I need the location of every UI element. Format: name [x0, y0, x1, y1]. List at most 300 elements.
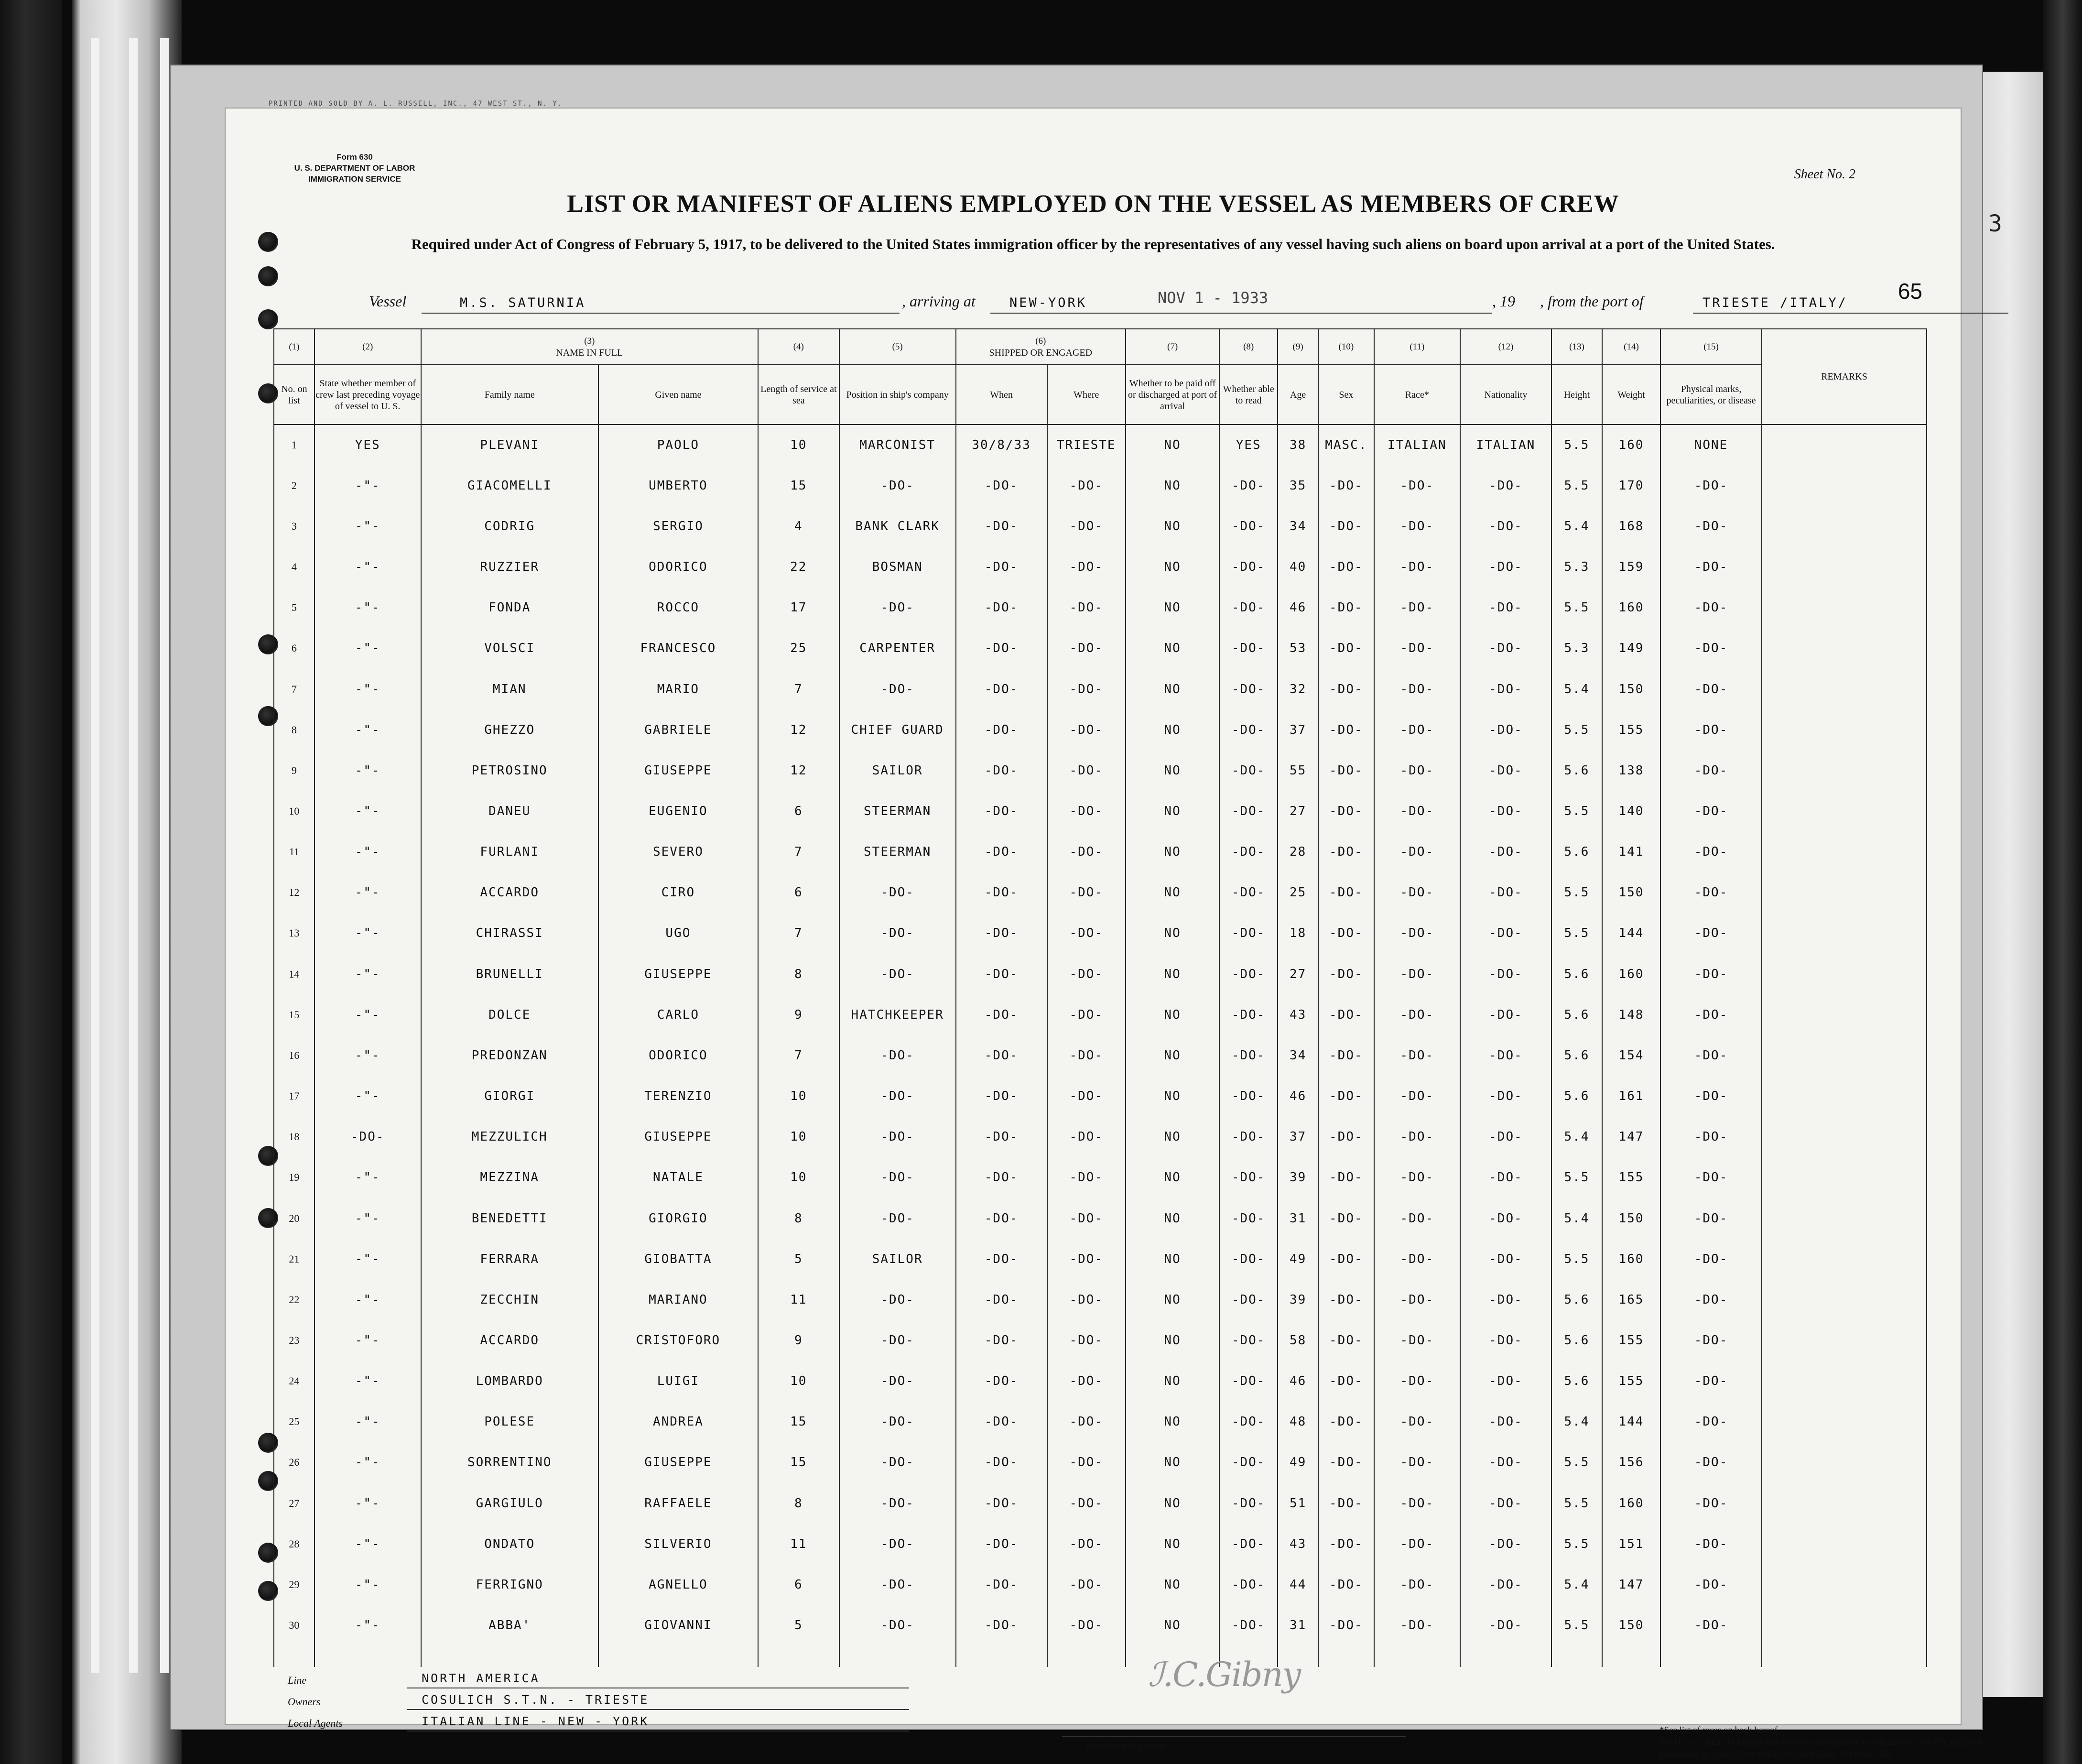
- paid-off-cell: NO: [1126, 709, 1219, 750]
- physical-marks-cell: -DO-: [1660, 1320, 1762, 1361]
- able-to-read-cell: -DO-: [1219, 1402, 1278, 1442]
- previous-voyage-cell: -"-: [314, 1564, 421, 1605]
- row-number-cell: 13: [274, 913, 314, 954]
- shipped-when-cell: -DO-: [956, 1117, 1047, 1157]
- where-header: Where: [1047, 365, 1126, 425]
- paid-off-cell: NO: [1126, 588, 1219, 628]
- sex-cell: -DO-: [1318, 1361, 1374, 1402]
- table-row: [274, 506, 1927, 546]
- sex-cell: -DO-: [1318, 1605, 1374, 1646]
- previous-voyage-cell: -"-: [314, 1483, 421, 1524]
- from-port-label: , from the port of: [1540, 293, 1644, 310]
- age-cell: 43: [1278, 994, 1318, 1035]
- family-name-cell: ACCARDO: [421, 1320, 598, 1361]
- position-header: Position in ship's company: [839, 365, 956, 425]
- table-row: [274, 709, 1927, 750]
- shipped-where-cell: -DO-: [1047, 465, 1126, 506]
- remarks-cell: [1762, 832, 1927, 872]
- race-cell: -DO-: [1374, 1402, 1460, 1442]
- height-cell: 5.5: [1551, 425, 1602, 465]
- table-row: [274, 791, 1927, 831]
- physical-marks-cell: -DO-: [1660, 709, 1762, 750]
- row-number-cell: 24: [274, 1361, 314, 1402]
- able-to-read-cell: -DO-: [1219, 750, 1278, 791]
- shipped-where-cell: -DO-: [1047, 628, 1126, 669]
- remarks-cell: [1762, 1361, 1927, 1402]
- given-name-cell: MARIANO: [598, 1279, 758, 1320]
- physical-marks-cell: -DO-: [1660, 1076, 1762, 1117]
- previous-voyage-cell: -"-: [314, 546, 421, 587]
- nationality-cell: -DO-: [1460, 669, 1551, 709]
- table-bottom-spacer: [274, 1646, 1927, 1667]
- paid-off-cell: NO: [1126, 1402, 1219, 1442]
- given-name-cell: GIOBATTA: [598, 1239, 758, 1279]
- family-name-cell: FONDA: [421, 588, 598, 628]
- row-number-cell: 30: [274, 1605, 314, 1646]
- age-cell: 43: [1278, 1524, 1318, 1564]
- table-row: [274, 546, 1927, 587]
- physical-marks-cell: -DO-: [1660, 1279, 1762, 1320]
- height-cell: 5.5: [1551, 913, 1602, 954]
- position-cell: -DO-: [839, 954, 956, 994]
- position-cell: -DO-: [839, 1402, 956, 1442]
- position-cell: SAILOR: [839, 750, 956, 791]
- position-cell: -DO-: [839, 1279, 956, 1320]
- nationality-cell: -DO-: [1460, 506, 1551, 546]
- service-length-cell: 15: [758, 465, 839, 506]
- family-name-header: Family name: [421, 365, 598, 425]
- weight-cell: 148: [1602, 994, 1660, 1035]
- previous-voyage-cell: -"-: [314, 1279, 421, 1320]
- previous-voyage-cell: -"-: [314, 1442, 421, 1483]
- paid-off-cell: NO: [1126, 546, 1219, 587]
- position-cell: HATCHKEEPER: [839, 994, 956, 1035]
- nationality-cell: -DO-: [1460, 1157, 1551, 1198]
- manifest-footer: [273, 1655, 1984, 1759]
- height-cell: 5.5: [1551, 1442, 1602, 1483]
- nationality-cell: -DO-: [1460, 913, 1551, 954]
- service-length-cell: 7: [758, 1035, 839, 1076]
- sex-cell: -DO-: [1318, 1564, 1374, 1605]
- previous-voyage-cell: -"-: [314, 1524, 421, 1564]
- given-name-cell: GIUSEPPE: [598, 750, 758, 791]
- race-cell: -DO-: [1374, 872, 1460, 913]
- previous-voyage-cell: -"-: [314, 709, 421, 750]
- family-name-cell: ONDATO: [421, 1524, 598, 1564]
- weight-cell: 161: [1602, 1076, 1660, 1117]
- age-cell: 48: [1278, 1402, 1318, 1442]
- table-row: [274, 913, 1927, 954]
- row-number-cell: 17: [274, 1076, 314, 1117]
- given-name-cell: ODORICO: [598, 1035, 758, 1076]
- col-10-header: (10): [1318, 329, 1374, 365]
- position-cell: -DO-: [839, 1035, 956, 1076]
- able-to-read-cell: -DO-: [1219, 913, 1278, 954]
- service-length-cell: 6: [758, 791, 839, 831]
- punch-hole: [258, 266, 278, 286]
- shipped-when-cell: -DO-: [956, 1402, 1047, 1442]
- able-to-read-cell: -DO-: [1219, 954, 1278, 994]
- remarks-cell: [1762, 1402, 1927, 1442]
- height-cell: 5.4: [1551, 506, 1602, 546]
- sex-cell: MASC.: [1318, 425, 1374, 465]
- age-cell: 35: [1278, 465, 1318, 506]
- service-length-cell: 10: [758, 1157, 839, 1198]
- age-cell: 18: [1278, 913, 1318, 954]
- position-cell: BOSMAN: [839, 546, 956, 587]
- race-cell: -DO-: [1374, 832, 1460, 872]
- row-number-cell: 26: [274, 1442, 314, 1483]
- given-name-cell: GIORGIO: [598, 1198, 758, 1239]
- sex-cell: -DO-: [1318, 954, 1374, 994]
- service-length-cell: 15: [758, 1442, 839, 1483]
- race-cell: -DO-: [1374, 1605, 1460, 1646]
- col-12-header: (12): [1460, 329, 1551, 365]
- position-cell: -DO-: [839, 669, 956, 709]
- position-cell: -DO-: [839, 1076, 956, 1117]
- previous-voyage-cell: -"-: [314, 954, 421, 994]
- given-name-cell: TERENZIO: [598, 1076, 758, 1117]
- able-to-read-cell: -DO-: [1219, 791, 1278, 831]
- position-cell: -DO-: [839, 1483, 956, 1524]
- able-to-read-cell: -DO-: [1219, 1361, 1278, 1402]
- nationality-cell: -DO-: [1460, 1117, 1551, 1157]
- row-number-cell: 3: [274, 506, 314, 546]
- col-4-header: (4): [758, 329, 839, 365]
- paid-off-cell: NO: [1126, 1157, 1219, 1198]
- remarks-cell: [1762, 913, 1927, 954]
- paid-off-cell: NO: [1126, 1524, 1219, 1564]
- able-to-read-cell: -DO-: [1219, 832, 1278, 872]
- height-cell: 5.6: [1551, 750, 1602, 791]
- height-cell: 5.5: [1551, 1157, 1602, 1198]
- given-name-cell: UGO: [598, 913, 758, 954]
- vessel-label: Vessel: [369, 293, 407, 310]
- remarks-cell: [1762, 465, 1927, 506]
- paid-off-cell: NO: [1126, 1035, 1219, 1076]
- shipped-where-cell: -DO-: [1047, 1239, 1126, 1279]
- height-cell: 5.5: [1551, 1605, 1602, 1646]
- physical-marks-cell: -DO-: [1660, 1157, 1762, 1198]
- previous-voyage-cell: -"-: [314, 1157, 421, 1198]
- row-number-cell: 21: [274, 1239, 314, 1279]
- age-cell: 38: [1278, 425, 1318, 465]
- age-cell: 49: [1278, 1239, 1318, 1279]
- sex-cell: -DO-: [1318, 1117, 1374, 1157]
- local-agents-value: ITALIAN LINE - NEW - YORK: [422, 1714, 650, 1728]
- shipped-when-cell: -DO-: [956, 1198, 1047, 1239]
- punch-hole: [258, 232, 278, 252]
- able-to-read-cell: -DO-: [1219, 1239, 1278, 1279]
- crew-manifest-table: [273, 328, 1927, 1667]
- table-row: [274, 1402, 1927, 1442]
- sex-cell: -DO-: [1318, 709, 1374, 750]
- col-9-header: (9): [1278, 329, 1318, 365]
- shipped-where-cell: -DO-: [1047, 1442, 1126, 1483]
- shipped-where-cell: -DO-: [1047, 1117, 1126, 1157]
- able-to-read-cell: -DO-: [1219, 546, 1278, 587]
- previous-voyage-cell: -"-: [314, 1198, 421, 1239]
- given-name-header: Given name: [598, 365, 758, 425]
- weight-cell: 160: [1602, 954, 1660, 994]
- service-length-cell: 5: [758, 1605, 839, 1646]
- table-row: [274, 669, 1927, 709]
- position-cell: -DO-: [839, 872, 956, 913]
- able-to-read-cell: -DO-: [1219, 1320, 1278, 1361]
- service-length-cell: 12: [758, 750, 839, 791]
- row-number-cell: 10: [274, 791, 314, 831]
- weight-cell: 147: [1602, 1564, 1660, 1605]
- remarks-cell: [1762, 1605, 1927, 1646]
- height-cell: 5.5: [1551, 1483, 1602, 1524]
- given-name-cell: GIUSEPPE: [598, 954, 758, 994]
- previous-voyage-cell: -"-: [314, 588, 421, 628]
- position-cell: BANK CLARK: [839, 506, 956, 546]
- race-cell: -DO-: [1374, 1361, 1460, 1402]
- given-name-cell: MARIO: [598, 669, 758, 709]
- physical-marks-cell: -DO-: [1660, 791, 1762, 831]
- shipped-where-cell: -DO-: [1047, 791, 1126, 831]
- paid-off-cell: NO: [1126, 1605, 1219, 1646]
- previous-voyage-cell: -"-: [314, 465, 421, 506]
- col-13-header: (13): [1551, 329, 1602, 365]
- service-length-cell: 10: [758, 425, 839, 465]
- weight-cell: 150: [1602, 872, 1660, 913]
- service-length-cell: 7: [758, 832, 839, 872]
- sex-cell: -DO-: [1318, 506, 1374, 546]
- weight-cell: 165: [1602, 1279, 1660, 1320]
- table-row: [274, 1076, 1927, 1117]
- weight-cell: 144: [1602, 1402, 1660, 1442]
- col-15-header: (15): [1660, 329, 1762, 365]
- table-row: [274, 1117, 1927, 1157]
- paid-off-cell: NO: [1126, 1320, 1219, 1361]
- previous-voyage-cell: YES: [314, 425, 421, 465]
- previous-voyage-cell: -"-: [314, 832, 421, 872]
- race-cell: -DO-: [1374, 506, 1460, 546]
- ledger-binding: [72, 0, 182, 1764]
- given-name-cell: LUIGI: [598, 1361, 758, 1402]
- physical-marks-cell: -DO-: [1660, 1442, 1762, 1483]
- sex-cell: -DO-: [1318, 994, 1374, 1035]
- weight-cell: 154: [1602, 1035, 1660, 1076]
- height-cell: 5.4: [1551, 1564, 1602, 1605]
- owners-value: COSULICH S.T.N. - TRIESTE: [422, 1693, 650, 1707]
- race-cell: -DO-: [1374, 1524, 1460, 1564]
- shipped-where-cell: -DO-: [1047, 506, 1126, 546]
- nationality-cell: -DO-: [1460, 546, 1551, 587]
- previous-voyage-cell: -"-: [314, 1035, 421, 1076]
- nationality-cell: -DO-: [1460, 709, 1551, 750]
- table-row: [274, 465, 1927, 506]
- row-number-cell: 18: [274, 1117, 314, 1157]
- row-number-cell: 5: [274, 588, 314, 628]
- col-3-header: (3) NAME IN FULL: [421, 329, 758, 365]
- position-cell: -DO-: [839, 1564, 956, 1605]
- shipped-where-cell: -DO-: [1047, 1483, 1126, 1524]
- weight-cell: 138: [1602, 750, 1660, 791]
- shipped-where-cell: -DO-: [1047, 546, 1126, 587]
- shipped-where-cell: -DO-: [1047, 750, 1126, 791]
- weight-cell: 155: [1602, 1157, 1660, 1198]
- sex-cell: -DO-: [1318, 1442, 1374, 1483]
- able-to-read-cell: -DO-: [1219, 1605, 1278, 1646]
- nationality-cell: -DO-: [1460, 1320, 1551, 1361]
- physical-marks-cell: -DO-: [1660, 832, 1762, 872]
- able-to-read-cell: -DO-: [1219, 506, 1278, 546]
- given-name-cell: SERGIO: [598, 506, 758, 546]
- nationality-cell: -DO-: [1460, 872, 1551, 913]
- table-row: [274, 1157, 1927, 1198]
- remarks-cell: [1762, 994, 1927, 1035]
- weight-cell: 156: [1602, 1442, 1660, 1483]
- age-cell: 46: [1278, 1076, 1318, 1117]
- family-name-cell: GIACOMELLI: [421, 465, 598, 506]
- position-cell: -DO-: [839, 1198, 956, 1239]
- scan-border-right: [2043, 0, 2082, 1764]
- able-to-read-cell: -DO-: [1219, 994, 1278, 1035]
- table-row: [274, 1279, 1927, 1320]
- family-name-cell: FURLANI: [421, 832, 598, 872]
- race-header: Race*: [1374, 365, 1460, 425]
- race-cell: -DO-: [1374, 1442, 1460, 1483]
- nationality-cell: -DO-: [1460, 1239, 1551, 1279]
- shipped-where-cell: -DO-: [1047, 1524, 1126, 1564]
- physical-marks-cell: -DO-: [1660, 954, 1762, 994]
- nationality-cell: -DO-: [1460, 750, 1551, 791]
- age-cell: 34: [1278, 506, 1318, 546]
- sex-cell: -DO-: [1318, 832, 1374, 872]
- col-8-header: (8): [1219, 329, 1278, 365]
- position-cell: -DO-: [839, 1442, 956, 1483]
- sex-cell: -DO-: [1318, 465, 1374, 506]
- col-5-header: (5): [839, 329, 956, 365]
- able-to-read-header: Whether able to read: [1219, 365, 1278, 425]
- given-name-cell: SEVERO: [598, 832, 758, 872]
- physical-marks-cell: -DO-: [1660, 913, 1762, 954]
- remarks-cell: [1762, 1483, 1927, 1524]
- position-cell: -DO-: [839, 465, 956, 506]
- document-title: LIST OR MANIFEST OF ALIENS EMPLOYED ON THE VESSEL AS MEMBERS OF CREW: [567, 190, 1619, 218]
- table-row: [274, 1361, 1927, 1402]
- shipped-where-cell: -DO-: [1047, 588, 1126, 628]
- able-to-read-cell: -DO-: [1219, 1483, 1278, 1524]
- able-to-read-cell: -DO-: [1219, 872, 1278, 913]
- row-number-cell: 19: [274, 1157, 314, 1198]
- table-row: [274, 1320, 1927, 1361]
- shipped-when-cell: -DO-: [956, 1035, 1047, 1076]
- shipped-when-cell: -DO-: [956, 872, 1047, 913]
- able-to-read-cell: -DO-: [1219, 1279, 1278, 1320]
- shipped-when-cell: -DO-: [956, 506, 1047, 546]
- table-row: [274, 1483, 1927, 1524]
- able-to-read-cell: YES: [1219, 425, 1278, 465]
- position-cell: -DO-: [839, 1157, 956, 1198]
- able-to-read-cell: -DO-: [1219, 1198, 1278, 1239]
- physical-marks-cell: -DO-: [1660, 1035, 1762, 1076]
- age-cell: 37: [1278, 1117, 1318, 1157]
- nationality-cell: -DO-: [1460, 954, 1551, 994]
- age-cell: 31: [1278, 1198, 1318, 1239]
- paid-off-cell: NO: [1126, 913, 1219, 954]
- weight-cell: 141: [1602, 832, 1660, 872]
- given-name-cell: ROCCO: [598, 588, 758, 628]
- given-name-cell: NATALE: [598, 1157, 758, 1198]
- position-cell: STEERMAN: [839, 791, 956, 831]
- shipped-where-cell: -DO-: [1047, 1564, 1126, 1605]
- height-cell: 5.6: [1551, 1035, 1602, 1076]
- shipped-where-cell: -DO-: [1047, 1279, 1126, 1320]
- previous-voyage-cell: -"-: [314, 1361, 421, 1402]
- physical-marks-cell: -DO-: [1660, 750, 1762, 791]
- previous-voyage-cell: -"-: [314, 791, 421, 831]
- age-cell: 39: [1278, 1157, 1318, 1198]
- able-to-read-cell: -DO-: [1219, 1442, 1278, 1483]
- shipped-when-cell: -DO-: [956, 954, 1047, 994]
- position-cell: -DO-: [839, 1361, 956, 1402]
- family-name-cell: PREDONZAN: [421, 1035, 598, 1076]
- weight-cell: 149: [1602, 628, 1660, 669]
- race-cell: -DO-: [1374, 1239, 1460, 1279]
- service-name: IMMIGRATION SERVICE: [308, 174, 401, 184]
- sex-cell: -DO-: [1318, 628, 1374, 669]
- height-header: Height: [1551, 365, 1602, 425]
- weight-cell: 160: [1602, 1483, 1660, 1524]
- height-cell: 5.6: [1551, 1361, 1602, 1402]
- owners-label: Owners: [288, 1696, 321, 1708]
- table-row: [274, 588, 1927, 628]
- height-cell: 5.5: [1551, 1239, 1602, 1279]
- race-cell: -DO-: [1374, 913, 1460, 954]
- table-row: [274, 425, 1927, 465]
- able-to-read-cell: -DO-: [1219, 1117, 1278, 1157]
- able-to-read-cell: -DO-: [1219, 1076, 1278, 1117]
- given-name-cell: CRISTOFORO: [598, 1320, 758, 1361]
- position-cell: -DO-: [839, 1117, 956, 1157]
- previous-voyage-cell: -"-: [314, 506, 421, 546]
- age-cell: 46: [1278, 1361, 1318, 1402]
- remarks-cell: [1762, 506, 1927, 546]
- given-name-cell: SILVERIO: [598, 1524, 758, 1564]
- sex-cell: -DO-: [1318, 669, 1374, 709]
- sex-cell: -DO-: [1318, 1239, 1374, 1279]
- family-name-cell: GARGIULO: [421, 1483, 598, 1524]
- service-length-cell: 22: [758, 546, 839, 587]
- table-row: [274, 832, 1927, 872]
- height-cell: 5.5: [1551, 1524, 1602, 1564]
- weight-cell: 147: [1602, 1117, 1660, 1157]
- family-name-cell: POLESE: [421, 1402, 598, 1442]
- given-name-cell: CIRO: [598, 872, 758, 913]
- physical-marks-cell: -DO-: [1660, 1605, 1762, 1646]
- row-number-cell: 6: [274, 628, 314, 669]
- height-cell: 5.3: [1551, 628, 1602, 669]
- previous-voyage-cell: -"-: [314, 872, 421, 913]
- height-cell: 5.4: [1551, 1117, 1602, 1157]
- height-cell: 5.5: [1551, 465, 1602, 506]
- age-cell: 39: [1278, 1279, 1318, 1320]
- given-name-cell: CARLO: [598, 994, 758, 1035]
- manifest-sheet: [225, 100, 1984, 1759]
- length-of-service-header: Length of service at sea: [758, 365, 839, 425]
- shipped-where-cell: -DO-: [1047, 669, 1126, 709]
- row-number-cell: 14: [274, 954, 314, 994]
- service-length-cell: 6: [758, 1564, 839, 1605]
- age-cell: 53: [1278, 628, 1318, 669]
- height-cell: 5.6: [1551, 1320, 1602, 1361]
- age-cell: 58: [1278, 1320, 1318, 1361]
- shipped-when-cell: 30/8/33: [956, 425, 1047, 465]
